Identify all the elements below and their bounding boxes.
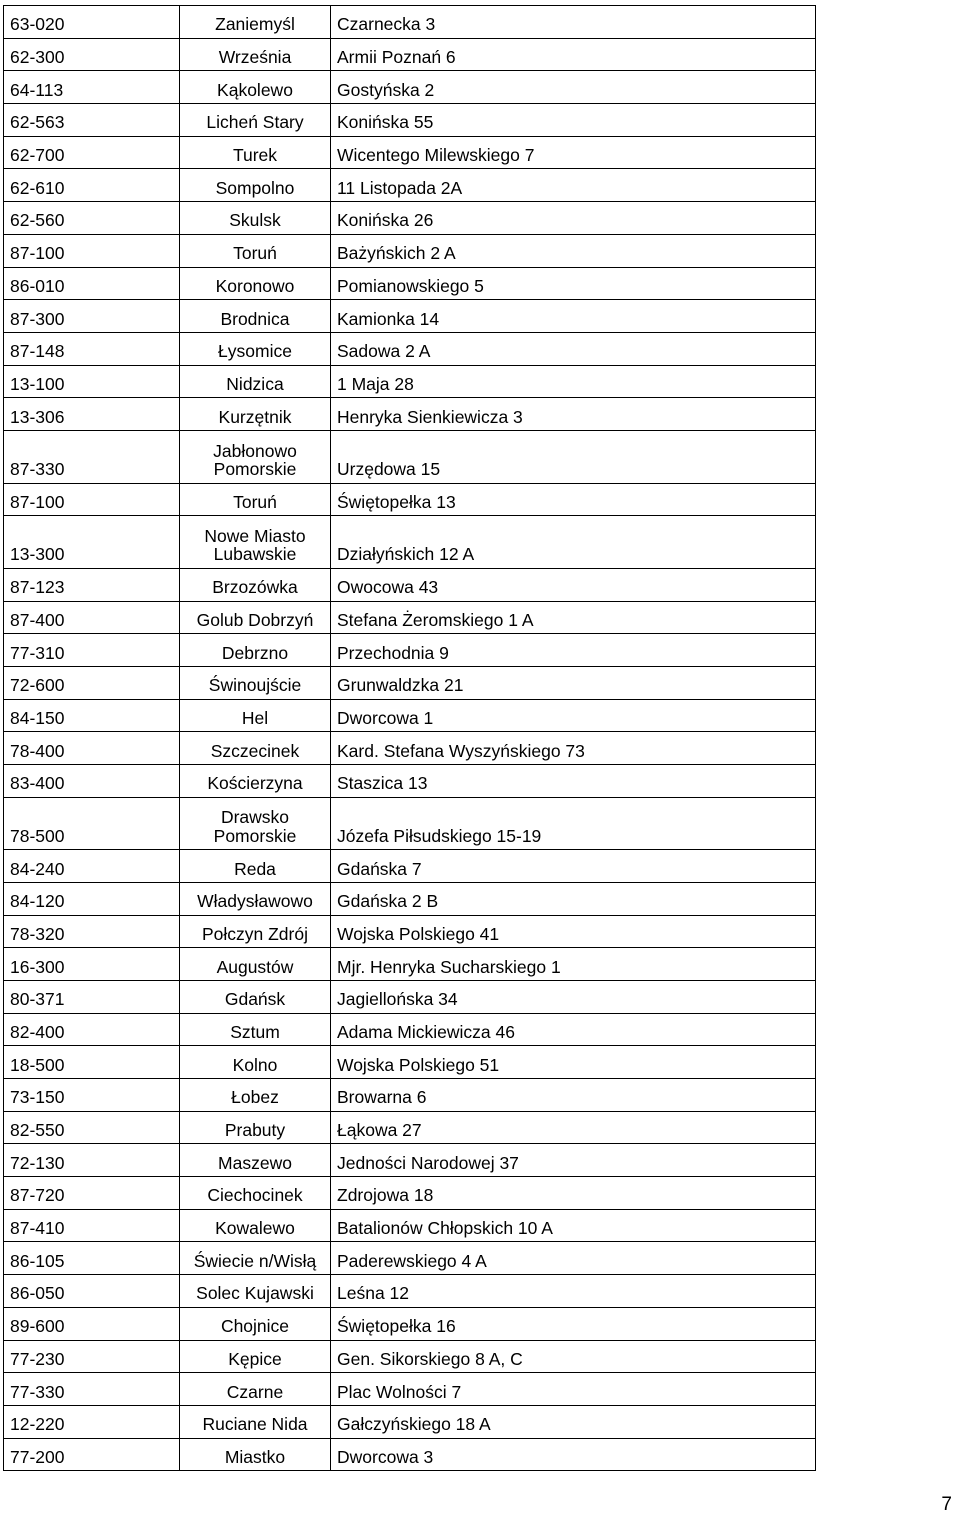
city-cell: Jabłonowo Pomorskie (180, 430, 331, 483)
table-row (4, 300, 816, 333)
table-row (4, 516, 816, 569)
table-row (4, 1242, 816, 1275)
postal-code-cell: 18-500 (4, 1046, 180, 1079)
street-address-cell: Plac Wolności 7 (331, 1373, 816, 1406)
table-row (4, 980, 816, 1013)
postal-code-cell: 83-400 (4, 764, 180, 797)
street-address-cell: Gdańska 7 (331, 850, 816, 883)
street-address-cell: Browarna 6 (331, 1079, 816, 1112)
street-address-cell: Wojska Polskiego 41 (331, 915, 816, 948)
table-row (4, 666, 816, 699)
city-cell: Prabuty (180, 1111, 331, 1144)
city-cell: Kępice (180, 1340, 331, 1373)
table-row (4, 882, 816, 915)
table-row (4, 699, 816, 732)
city-cell: Toruń (180, 234, 331, 267)
table-row (4, 1144, 816, 1177)
city-cell: Miastko (180, 1438, 331, 1471)
postal-code-cell: 64-113 (4, 71, 180, 104)
street-address-cell: Dworcowa 1 (331, 699, 816, 732)
postal-code-cell: 89-600 (4, 1307, 180, 1340)
street-address-cell: Mjr. Henryka Sucharskiego 1 (331, 948, 816, 981)
table-row (4, 6, 816, 39)
postal-code-cell: 13-300 (4, 516, 180, 569)
street-address-cell: Gen. Sikorskiego 8 A, C (331, 1340, 816, 1373)
table-row (4, 365, 816, 398)
street-address-cell: Łąkowa 27 (331, 1111, 816, 1144)
postal-code-cell: 62-300 (4, 38, 180, 71)
street-address-cell: Paderewskiego 4 A (331, 1242, 816, 1275)
city-cell: Sztum (180, 1013, 331, 1046)
street-address-cell: Armii Poznań 6 (331, 38, 816, 71)
street-address-cell: Działyńskich 12 A (331, 516, 816, 569)
street-address-cell: Zdrojowa 18 (331, 1177, 816, 1210)
table-row (4, 38, 816, 71)
street-address-cell: Świętopełka 16 (331, 1307, 816, 1340)
table-row (4, 332, 816, 365)
postal-code-cell: 77-200 (4, 1438, 180, 1471)
postal-code-cell: 82-400 (4, 1013, 180, 1046)
city-cell: Gdańsk (180, 980, 331, 1013)
postal-code-cell: 72-130 (4, 1144, 180, 1177)
city-cell: Łysomice (180, 332, 331, 365)
postal-code-cell: 12-220 (4, 1405, 180, 1438)
postal-code-cell: 86-010 (4, 267, 180, 300)
city-cell: Świecie n/Wisłą (180, 1242, 331, 1275)
city-cell: Drawsko Pomorskie (180, 797, 331, 850)
street-address-cell: Gostyńska 2 (331, 71, 816, 104)
city-cell: Turek (180, 136, 331, 169)
postal-code-cell: 78-500 (4, 797, 180, 850)
table-row (4, 601, 816, 634)
postal-code-cell: 86-050 (4, 1275, 180, 1308)
city-cell: Połczyn Zdrój (180, 915, 331, 948)
city-cell: Hel (180, 699, 331, 732)
city-cell: Zaniemyśl (180, 6, 331, 39)
street-address-cell: Wicentego Milewskiego 7 (331, 136, 816, 169)
street-address-cell: Kard. Stefana Wyszyńskiego 73 (331, 732, 816, 765)
street-address-cell: Konińska 55 (331, 104, 816, 137)
postal-code-cell: 62-560 (4, 202, 180, 235)
table-row (4, 1438, 816, 1471)
street-address-cell: Józefa Piłsudskiego 15-19 (331, 797, 816, 850)
city-cell: Brzozówka (180, 568, 331, 601)
postal-code-cell: 87-410 (4, 1209, 180, 1242)
street-address-cell: Owocowa 43 (331, 568, 816, 601)
table-row (4, 1373, 816, 1406)
postal-code-cell: 62-610 (4, 169, 180, 202)
table-row (4, 430, 816, 483)
city-cell: Brodnica (180, 300, 331, 333)
postal-code-cell: 84-120 (4, 882, 180, 915)
city-cell: Koronowo (180, 267, 331, 300)
table-row (4, 634, 816, 667)
table-row (4, 1275, 816, 1308)
table-row (4, 568, 816, 601)
city-cell: Solec Kujawski (180, 1275, 331, 1308)
street-address-cell: Czarnecka 3 (331, 6, 816, 39)
postal-code-cell: 82-550 (4, 1111, 180, 1144)
city-cell: Ciechocinek (180, 1177, 331, 1210)
street-address-cell: Kamionka 14 (331, 300, 816, 333)
postal-code-cell: 77-310 (4, 634, 180, 667)
street-address-cell: Staszica 13 (331, 764, 816, 797)
street-address-cell: Batalionów Chłopskich 10 A (331, 1209, 816, 1242)
table-row (4, 1307, 816, 1340)
table-row (4, 202, 816, 235)
table-row (4, 1405, 816, 1438)
table-row (4, 398, 816, 431)
postal-code-cell: 78-400 (4, 732, 180, 765)
city-cell: Chojnice (180, 1307, 331, 1340)
street-address-cell: Przechodnia 9 (331, 634, 816, 667)
table-row (4, 1209, 816, 1242)
postal-code-cell: 84-150 (4, 699, 180, 732)
city-cell: Debrzno (180, 634, 331, 667)
postal-code-cell: 87-400 (4, 601, 180, 634)
postal-code-cell: 13-100 (4, 365, 180, 398)
postal-code-cell: 87-300 (4, 300, 180, 333)
city-cell: Świnoujście (180, 666, 331, 699)
table-row (4, 1111, 816, 1144)
table-row (4, 483, 816, 516)
street-address-cell: 1 Maja 28 (331, 365, 816, 398)
city-cell: Kowalewo (180, 1209, 331, 1242)
city-cell: Władysławowo (180, 882, 331, 915)
postal-code-cell: 87-100 (4, 234, 180, 267)
table-row (4, 915, 816, 948)
address-table-body (4, 6, 816, 1471)
postal-code-cell: 77-330 (4, 1373, 180, 1406)
table-row (4, 136, 816, 169)
city-cell: Skulsk (180, 202, 331, 235)
postal-code-cell: 80-371 (4, 980, 180, 1013)
table-row (4, 234, 816, 267)
city-cell: Ruciane Nida (180, 1405, 331, 1438)
street-address-cell: Jedności Narodowej 37 (331, 1144, 816, 1177)
city-cell: Kościerzyna (180, 764, 331, 797)
postal-code-cell: 72-600 (4, 666, 180, 699)
street-address-cell: Jagiellońska 34 (331, 980, 816, 1013)
city-cell: Golub Dobrzyń (180, 601, 331, 634)
street-address-cell: 11 Listopada 2A (331, 169, 816, 202)
page-number: 7 (941, 1494, 952, 1515)
postal-code-cell: 63-020 (4, 6, 180, 39)
city-cell: Augustów (180, 948, 331, 981)
city-cell: Kolno (180, 1046, 331, 1079)
city-cell: Toruń (180, 483, 331, 516)
city-cell: Maszewo (180, 1144, 331, 1177)
street-address-cell: Grunwaldzka 21 (331, 666, 816, 699)
city-cell: Nowe Miasto Lubawskie (180, 516, 331, 569)
city-cell: Września (180, 38, 331, 71)
postal-code-cell: 84-240 (4, 850, 180, 883)
table-row (4, 1177, 816, 1210)
postal-code-cell: 77-230 (4, 1340, 180, 1373)
table-row (4, 732, 816, 765)
postal-code-cell: 16-300 (4, 948, 180, 981)
street-address-cell: Sadowa 2 A (331, 332, 816, 365)
street-address-cell: Gdańska 2 B (331, 882, 816, 915)
street-address-cell: Urzędowa 15 (331, 430, 816, 483)
postal-code-cell: 87-100 (4, 483, 180, 516)
city-cell: Nidzica (180, 365, 331, 398)
street-address-cell: Świętopełka 13 (331, 483, 816, 516)
postal-code-cell: 87-123 (4, 568, 180, 601)
address-table (3, 5, 816, 1471)
postal-code-cell: 78-320 (4, 915, 180, 948)
table-row (4, 948, 816, 981)
postal-code-cell: 62-700 (4, 136, 180, 169)
city-cell: Licheń Stary (180, 104, 331, 137)
city-cell: Szczecinek (180, 732, 331, 765)
street-address-cell: Wojska Polskiego 51 (331, 1046, 816, 1079)
postal-code-cell: 13-306 (4, 398, 180, 431)
postal-code-cell: 87-148 (4, 332, 180, 365)
city-cell: Czarne (180, 1373, 331, 1406)
street-address-cell: Leśna 12 (331, 1275, 816, 1308)
table-row (4, 1079, 816, 1112)
street-address-cell: Stefana Żeromskiego 1 A (331, 601, 816, 634)
table-row (4, 764, 816, 797)
table-row (4, 71, 816, 104)
table-row (4, 169, 816, 202)
table-row (4, 1340, 816, 1373)
table-row (4, 1013, 816, 1046)
street-address-cell: Pomianowskiego 5 (331, 267, 816, 300)
street-address-cell: Henryka Sienkiewicza 3 (331, 398, 816, 431)
postal-code-cell: 87-720 (4, 1177, 180, 1210)
street-address-cell: Gałczyńskiego 18 A (331, 1405, 816, 1438)
street-address-cell: Konińska 26 (331, 202, 816, 235)
table-row (4, 850, 816, 883)
postal-code-cell: 87-330 (4, 430, 180, 483)
table-row (4, 104, 816, 137)
city-cell: Sompolno (180, 169, 331, 202)
postal-code-cell: 86-105 (4, 1242, 180, 1275)
city-cell: Kąkolewo (180, 71, 331, 104)
street-address-cell: Bażyńskich 2 A (331, 234, 816, 267)
table-row (4, 797, 816, 850)
city-cell: Kurzętnik (180, 398, 331, 431)
street-address-cell: Dworcowa 3 (331, 1438, 816, 1471)
city-cell: Łobez (180, 1079, 331, 1112)
street-address-cell: Adama Mickiewicza 46 (331, 1013, 816, 1046)
city-cell: Reda (180, 850, 331, 883)
postal-code-cell: 62-563 (4, 104, 180, 137)
table-row (4, 1046, 816, 1079)
table-row (4, 267, 816, 300)
postal-code-cell: 73-150 (4, 1079, 180, 1112)
